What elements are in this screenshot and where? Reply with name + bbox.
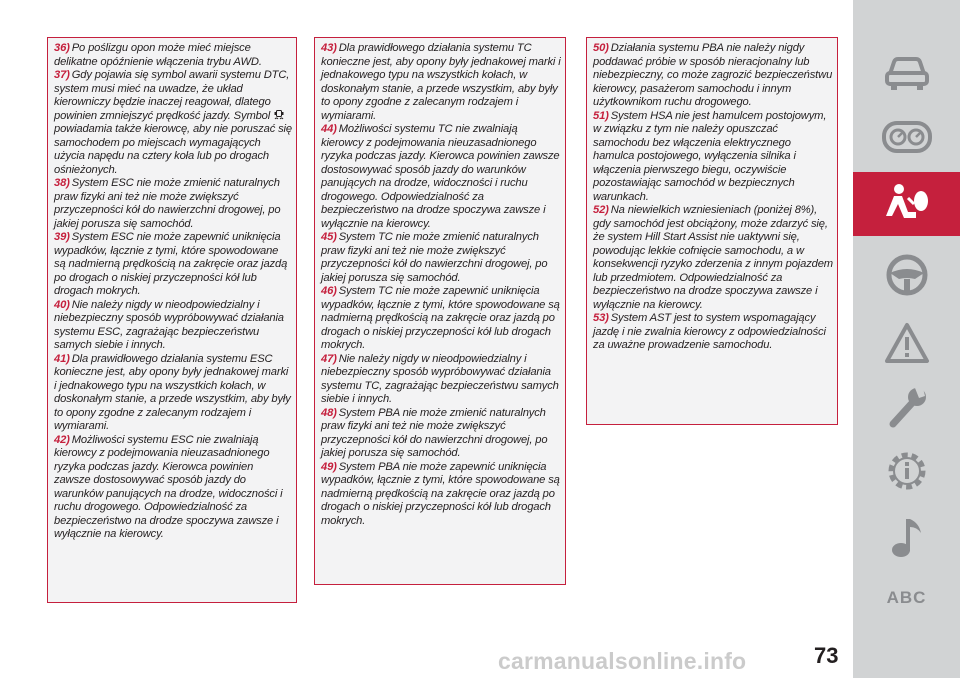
music-note-icon [889,515,925,559]
note-47: 47) Nie należy nigdy w nieodpowiedzialny i niebezpieczny sposób wypróbowywać działania systemu TC, zagrażając bezpieczeństwu samych siebie i innych. [321,352,559,405]
chapter-specs-button[interactable] [853,440,960,502]
page-number: 73 [814,643,839,668]
note-53: 53) System AST jest to system wspomagający jazdę i nie zwalnia kierowcy z odpowiedzialności za uważne prowadzenie samochodu. [593,312,826,351]
note-38: 38) System ESC nie może zmienić naturalnych praw fizyki ani też nie może zwiększyć przyczepności kół do nawierzchni drogowej, po jakiej porusza się samochód. [54,177,281,230]
notes-column-2 [314,37,566,585]
airbag-safety-icon [882,182,932,226]
chapter-dashboard-button[interactable] [853,108,960,166]
watermark: carmanualsonline.info [498,648,747,674]
chapter-steering-button[interactable] [853,244,960,306]
note-44: 44) Możliwości systemu TC nie zwalniają kierowcy z podejmowania nieuzasadnionego ryzyka podczas jazdy. Kierowca powinien zawsze dostosowywać sposób jazdy do warunków panujących na drodze, widoczności i ruchu drogowego. Odpowiedzialność za bezpieczeństwo na drodze spoczywa zawsze i wyłącznie na kierowcy. [321,123,560,230]
steering-wheel-icon [885,253,929,297]
wrench-icon [885,384,929,430]
chapter-multimedia-button[interactable] [853,506,960,568]
note-42: 42) Możliwości systemu ESC nie zwalniają kierowcy z podejmowania nieuzasadnionego ryzyka podczas jazdy. Kierowca powinien zawsze dostosowywać sposób jazdy do warunków panujących na drodze, widoczności i ruchu drogowego. Odpowiedzialność za bezpieczeństwo na drodze spoczywa zawsze i wyłącznie na kierowcy. [54,433,283,540]
car-icon [884,54,930,92]
note-46: 46) System TC nie może zapewnić uniknięcia wypadków, łącznie z tymi, które spowodowane są nadmierną prędkością na zakręcie oraz jazdą po drogach o niskiej przyczepności kół lub drogach mokrych. [321,285,560,351]
note-39: 39) System ESC nie może zapewnić uniknięcia wypadków, łącznie z tymi, które spowodowane są nadmierną prędkością na zakręcie oraz jazdą po drogach o niskiej przyczepności kół lub drogach mokrych. [54,231,288,297]
note-49: 49) System PBA nie może zapewnić uniknięcia wypadków, łącznie z tymi, które spowodowane są nadmierną prędkością na zakręcie oraz jazdą po drogach o niskiej przyczepności kół lub drogach mokrych. [321,460,560,527]
notes-column-3 [586,37,838,425]
chapter-index-button[interactable] [853,580,960,616]
note-52: 52) Na niewielkich wzniesieniach (poniżej 8%), gdy samochód jest obciążony, może zdarzyć się, że system Hill Start Assist nie uaktywni się, powodując lekkie cofnięcie samochodu, a w konsekwencji ryzyko zderzenia z innym pojazdem lub przedmiotem. Odpowiedzialność za bezpieczeństwo na drodze spoczywa zawsze i wyłącznie na kierowcy. [593,204,833,311]
note-41: 41) Dla prawidłowego działania systemu ESC konieczne jest, aby opony były jednakowej marki i jednakowego typu na wszystkich kołach, w doskonałym stanie, a przede wszystkim, aby były to opony zgodne z zalecanym rodzajem i wymiarami. [54,352,291,432]
chapter-maintenance-button[interactable] [853,376,960,438]
chapter-safety-button[interactable] [853,172,960,236]
note-40: 40) Nie należy nigdy w nieodpowiedzialny i niebezpieczny sposób wypróbowywać działania systemu ESC, zagrażając bezpieczeństwu samych siebie i innych. [54,298,284,351]
chapter-sidebar [853,0,960,678]
abc-index-label: ABC [886,588,927,607]
note-48: 48) System PBA nie może zmienić naturalnych praw fizyki ani też nie może zwiększyć przyczepności kół do nawierzchni drogowej, po jakiej porusza się samochód. [321,406,548,459]
note-36: 36) Po poślizgu opon może mieć miejsce delikatne opóźnienie włączenia trybu AWD. [54,42,262,68]
esc-warning-icon [274,110,284,120]
chapter-car-button[interactable] [853,42,960,104]
dashboard-icon [882,120,932,154]
note-45: 45) System TC nie może zmienić naturalnych praw fizyki ani też nie może zwiększyć przyczepności kół do nawierzchni drogowej, po jakiej porusza się samochód. [321,231,548,284]
warning-triangle-icon [884,322,930,364]
chapter-warnings-button[interactable] [853,312,960,374]
info-gear-icon [884,448,930,494]
note-37: 37) Gdy pojawia się symbol awarii systemu DTC, system musi mieć na uwadze, że układ kierowniczy będzie inaczej reagował, dlatego powinien zmniejszyć prędkość jazdy. Symbol powiadamia także kierowcę, aby nie poruszać się samochodem po miejscach wymagających użycia napędu na cztery koła lub po drogach ośnieżonych. [54,69,292,176]
note-51: 51) System HSA nie jest hamulcem postojowym, w związku z tym nie należy opuszczać samochodu bez włączenia elektrycznego hamulca postojowego, wyłączenia silnika i włączenia pierwszego biegu, oczywiście pozostawiając samochód w bezpiecznych warunkach. [593,109,827,203]
notes-column-1 [47,37,297,603]
note-50: 50) Działania systemu PBA nie należy nigdy poddawać próbie w sposób nieracjonalny lub niebezpieczny, co może zagrozić bezpieczeństwu kierowcy, pasażerom samochodu i innym użytkownikom ruchu drogowego. [593,42,833,108]
note-43: 43) Dla prawidłowego działania systemu TC konieczne jest, aby opony były jednakowej marki i jednakowego typu na wszystkich kołach, w doskonałym stanie, a przede wszystkim, aby były to opony zgodne z zalecanym rodzajem i wymiarami. [321,42,561,122]
